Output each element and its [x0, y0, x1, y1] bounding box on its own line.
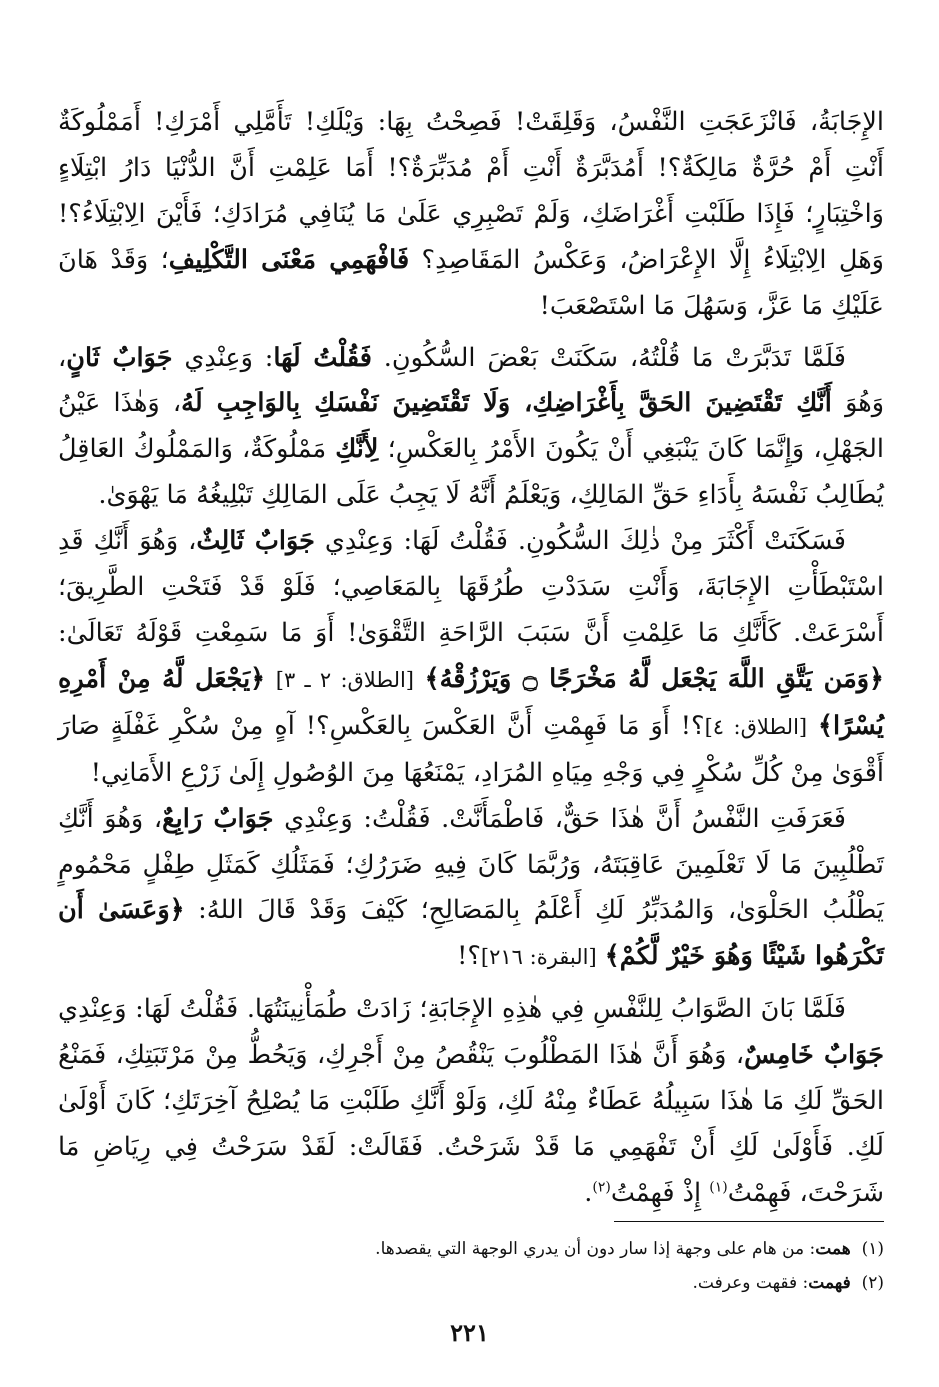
footnote-text: : من هام على وجهة إذا سار دون أن يدري الوجهة التي يقصدها.	[375, 1239, 816, 1259]
text-run: إِذْ فَهِمْتُ	[610, 1177, 710, 1208]
verse-reference: [الطلاق: ٤]	[704, 714, 808, 739]
text-run	[265, 664, 276, 694]
quran-verse: ﴿وَمَن يَتَّقِ اللَّهَ يَجْعَل لَّهُ مَخْرَجًا ۝ وَيَرْزُقْهُ﴾	[424, 663, 884, 694]
footnote-separator	[614, 1221, 884, 1222]
paragraph-1	[58, 100, 884, 330]
text-run: الإِجَابَةُ، فَانْزَعَجَتِ النَّفْسُ، وَقَلِقَتْ! فَصِحْتُ بِهَا: وَيْلَكِ! تَأَمَّلِي أَمْرَكِ! أَمَمْلُوكَةٌ أَنْتِ أَمْ حُرَّةٌ مَالِكَةٌ؟! أَمُدَبَّرَةٌ أَنْتِ أَمْ مُدَبِّرَةٌ؟! أَمَا عَلِمْتِ أَنَّ الدُّنْيَا دَارُ ابْتِلَاءٍ وَاخْتِبَارٍ؛ فَإِذَا طَلَبْتِ أَغْرَاضَكِ، وَلَمْ تَصْبِرِي عَلَىٰ مَا يُنَافِي مُرَادَكِ؛ فَأَيْنَ الِابْتِلَاءُ؟! وَهَلِ الِابْتِلَاءُ إِلَّا الإِعْرَاضُ، وَعَكْسُ المَقَاصِدِ؟	[58, 107, 884, 275]
text-run: ؛ وَقَدْ هَانَ عَلَيْكِ مَا عَزَّ، وَسَهُلَ مَا اسْتَصْعَبَ!	[58, 244, 884, 321]
text-run: مَمْلُوكَةٌ، وَالمَمْلُوكُ العَاقِلُ يُطَالِبُ نَفْسَهُ بِأَدَاءِ حَقِّ المَالِكِ، وَيَعْلَمُ أَنَّهُ لَا يَجِبُ عَلَى المَالِكِ تَبْلِيغُهُ مَا يَهْوَىٰ.	[58, 434, 884, 511]
paragraph-4	[58, 797, 884, 982]
text-run: ، وَهُوَ أَنَّكِ قَدِ اسْتَبْطَأْتِ الإِجَابَةَ، وَأَنْتِ سَدَدْتِ طُرُقَهَا بِالمَعَاصِي؛ فَلَوْ قَدْ فَتَحْتِ الطَّرِيقَ؛ أَسْرَعَتْ. كَأَنَّكِ مَا عَلِمْتِ أَنَّ سَبَبَ الرَّاحَةِ التَّقْوَىٰ! أَوَ مَا سَمِعْتِ قَوْلَهُ تَعَالَىٰ:	[58, 526, 884, 648]
text-run: ، وَهُوَ أَنَّكِ تَطْلُبِينَ مَا لَا تَعْلَمِينَ عَاقِبَتَهُ، وَرُبَّمَا كَانَ فِيهِ ضَرَرُكِ؛ فَمَثَلُكِ كَمَثَلِ طِفْلٍ مَحْمُومٍ يَطْلُبُ الحَلْوَىٰ، وَالمُدَبِّرُ لَكِ أَعْلَمُ بِالمَصَالِحِ؛ كَيْفَ وَقَدْ قَالَ اللهُ:	[58, 803, 884, 926]
verse-reference: [البقرة: ٢١٦]	[480, 945, 597, 970]
footnote-2	[58, 1266, 884, 1300]
text-run: ، وَهٰذَا عَيْنُ الجَهْلِ، وَإِنَّمَا كَانَ يَنْبَغِي أَنْ يَكُونَ الأَمْرُ بِالعَكْسِ؛	[58, 388, 884, 465]
text-run: فَسَكَنَتْ أَكْثَرَ مِنْ ذٰلِكَ السُّكُونِ. فَقُلْتُ لَهَا: وَعِنْدِي	[314, 526, 846, 557]
text-run	[807, 711, 818, 741]
answer-heading: جَوَابٌ خَامِسٌ	[744, 1040, 884, 1071]
answer-heading: جَوَابٌ ثَالِثٌ	[196, 526, 315, 557]
paragraph-5	[58, 987, 884, 1217]
footnote-text: : فقهت وعرفت.	[692, 1273, 809, 1293]
footnote-number: (١)	[861, 1239, 884, 1259]
text-run	[597, 941, 605, 971]
page-number: ٢٢١	[450, 1318, 489, 1347]
text-run: فَلَمَّا تَدَبَّرَتْ مَا قُلْتُهُ، سَكَنَتْ بَعْضَ السُّكُونِ.	[371, 342, 846, 373]
main-text	[58, 100, 884, 1217]
text-run: .	[584, 1177, 593, 1208]
footnotes	[58, 1232, 884, 1300]
verse-reference: [الطلاق: ٢ ـ ٣]	[275, 667, 414, 692]
footnote-marker[interactable]: (٢)	[592, 1179, 611, 1196]
bold-phrase: أَنَّكِ تَقْتَضِينَ الحَقَّ بِأَغْرَاضِكِ، وَلَا تَقْتَضِينَ نَفْسَكِ بِالوَاجِبِ لَهُ	[181, 388, 832, 419]
text-run: فَلَمَّا بَانَ الصَّوَابُ لِلنَّفْسِ فِي هٰذِهِ الإِجَابَةِ؛ زَادَتْ طُمَأْنِينَتُهَا. فَقُلْتُ لَهَا: وَعِنْدِي	[58, 994, 846, 1025]
answer-heading: جَوَابٌ رَابِعٌ	[162, 803, 274, 834]
quran-verse: ﴿يَجْعَل لَّهُ مِنْ أَمْرِهِ يُسْرًا﴾	[58, 663, 884, 741]
text-run: ، وَهُوَ	[58, 342, 885, 419]
bold-phrase: لِأَنَّكِ	[335, 434, 379, 465]
footnote-marker[interactable]: (١)	[709, 1179, 728, 1196]
paragraph-2	[58, 336, 884, 520]
footnote-term: فهمت	[808, 1273, 851, 1293]
text-run: ، وَهُوَ أَنَّ هٰذَا المَطْلُوبَ يَنْقُصُ مِنْ أَجْرِكِ، وَيَحُطُّ مِنْ مَرْتَبَتِكِ، فَمَنْعُ الحَقِّ لَكِ مَا هٰذَا سَبِيلُهُ عَطَاءٌ مِنْهُ لَكِ، وَلَوْ أَنَّكِ طَلَبْتِ مَا يُصْلِحُ آخِرَتَكِ؛ كَانَ أَوْلَىٰ لَكِ. فَأَوْلَىٰ لَكِ أَنْ تَفْهَمِي مَا قَدْ شَرَحْتُ. فَقَالَتْ: لَقَدْ سَرَحْتُ فِي رِيَاضِ مَا شَرَحْتَ، فَهِمْتُ	[58, 1040, 884, 1208]
footnote-1	[58, 1232, 884, 1266]
paragraph-3	[58, 519, 884, 796]
text-run	[414, 664, 425, 694]
footnote-term: همت	[815, 1239, 851, 1259]
bold-phrase: فَقُلْتُ لَهَا	[273, 342, 372, 373]
text-run: ؟!	[457, 941, 481, 972]
text-run: فَعَرَفَتِ النَّفْسُ أَنَّ هٰذَا حَقٌّ، فَاطْمَأَنَّتْ. فَقُلْتُ: وَعِنْدِي	[273, 803, 846, 834]
footnote-number: (٢)	[861, 1273, 884, 1293]
quran-verse: ﴿وَعَسَىٰ أَن تَكْرَهُوا شَيْئًا وَهُوَ خَيْرٌ لَّكُمْ﴾	[58, 895, 884, 972]
bold-phrase: فَافْهَمِي مَعْنَى التَّكْلِيفِ	[168, 244, 410, 275]
text-run: : وَعِنْدِي	[172, 342, 274, 373]
text-run: ؟! أَوَ مَا فَهِمْتِ أَنَّ العَكْسَ بِالعَكْسِ؟! آهٍ مِنْ سُكْرِ غَفْلَةٍ صَارَ أَقْوَىٰ مِنْ كُلِّ سُكْرٍ فِي وَجْهِ مِيَاهِ المُرَادِ، يَمْنَعُهَا مِنَ الوُصُولِ إِلَىٰ زَرْعِ الأَمَانِي!	[58, 710, 884, 788]
answer-heading: جَوَابٌ ثَانٍ	[66, 342, 173, 373]
